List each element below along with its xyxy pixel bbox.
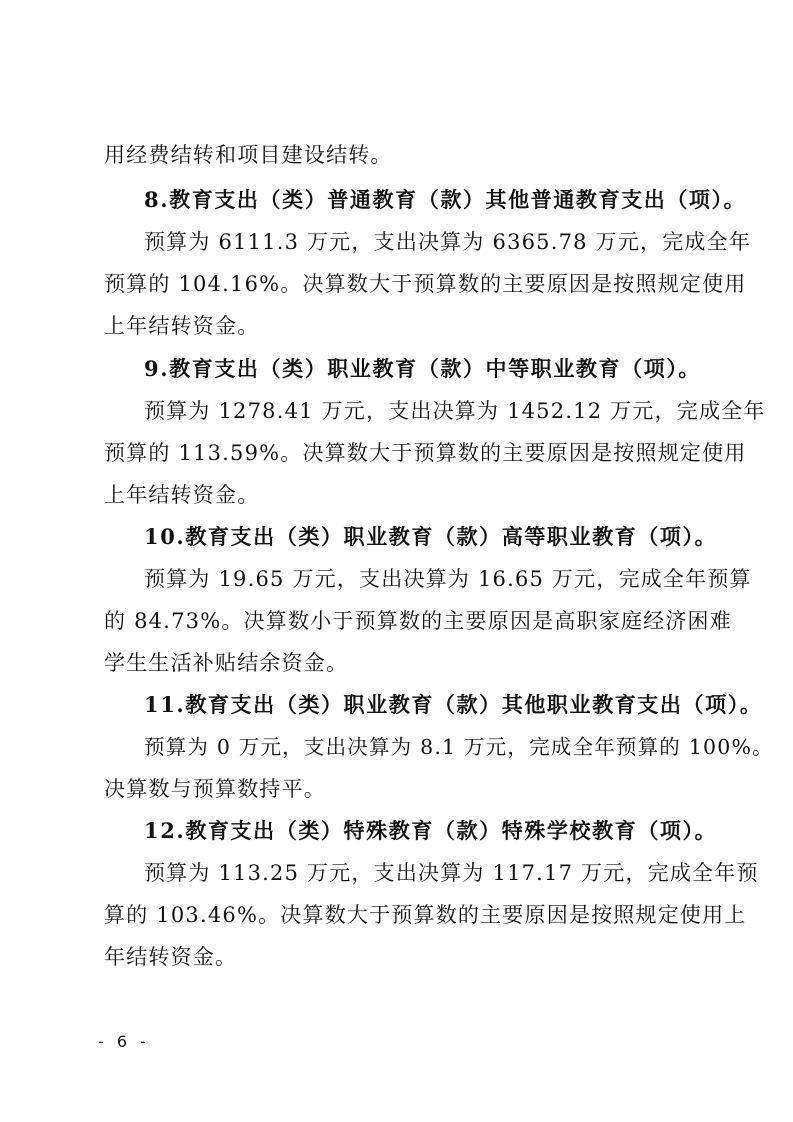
paragraph-line: 预算的 113.59%。决算数大于预算数的主要原因是按照规定使用 [104,441,747,465]
paragraph-line: 算的 103.46%。决算数大于预算数的主要原因是按照规定使用上 [104,903,747,927]
paragraph-line: 上年结转资金。 [104,314,260,338]
paragraph-line: 预算为 0 万元，支出决算为 8.1 万元，完成全年预算的 100%。 [144,735,774,759]
section-heading-12: 12.教育支出（类）特殊教育（款）特殊学校教育（项）。 [144,818,718,843]
paragraph-line: 用经费结转和项目建设结转。 [104,143,393,167]
section-heading-11: 11.教育支出（类）职业教育（款）其他职业教育支出（项）。 [144,692,763,717]
paragraph-line: 学生生活补贴结余资金。 [104,651,349,675]
paragraph-line: 预算为 19.65 万元，支出决算为 16.65 万元，完成全年预算 [144,567,752,591]
paragraph-line: 决算数与预算数持平。 [104,777,326,801]
paragraph-line: 预算为 113.25 万元，支出决算为 117.17 万元，完成全年预 [144,861,759,885]
section-heading-10: 10.教育支出（类）职业教育（款）高等职业教育（项）。 [144,524,718,549]
section-heading-9: 9.教育支出（类）职业教育（款）中等职业教育（项）。 [144,356,702,381]
paragraph-line: 预算的 104.16%。决算数大于预算数的主要原因是按照规定使用 [104,272,747,296]
section-heading-8: 8.教育支出（类）普通教育（款）其他普通教育支出（项）。 [144,187,747,212]
page-number: - 6 - [98,1032,150,1051]
paragraph-line: 上年结转资金。 [104,483,260,507]
paragraph-line: 预算为 1278.41 万元，支出决算为 1452.12 万元，完成全年 [144,399,766,423]
paragraph-line: 预算为 6111.3 万元，支出决算为 6365.78 万元，完成全年 [144,230,752,254]
paragraph-line: 年结转资金。 [104,945,238,969]
paragraph-line: 的 84.73%。决算数小于预算数的主要原因是高职家庭经济困难 [104,609,732,633]
